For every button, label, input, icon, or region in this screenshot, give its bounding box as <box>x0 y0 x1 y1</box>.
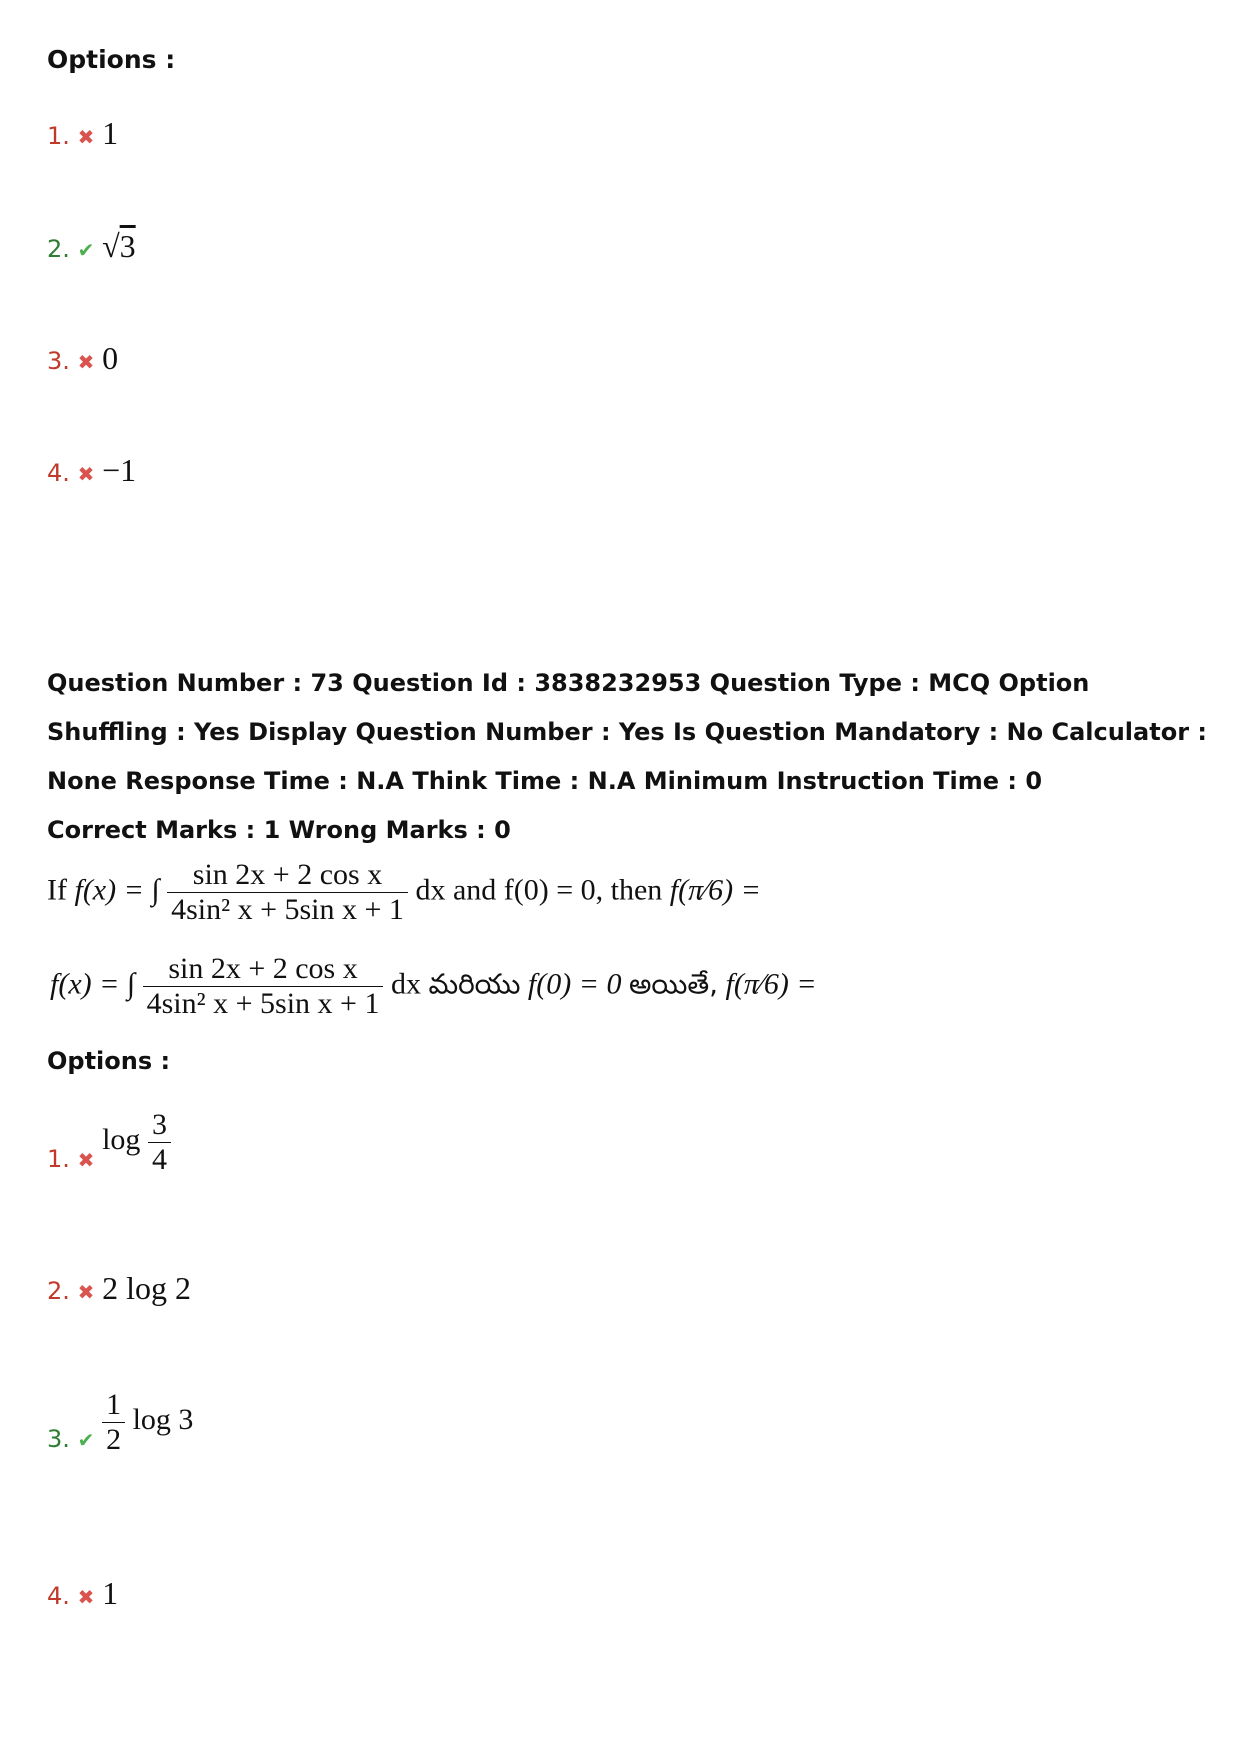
integrand-denominator-te: 4sin² x + 5sin x + 1 <box>146 987 380 1020</box>
question-prefix: If <box>47 873 67 907</box>
wrong-mark-icon: ✖ <box>77 1585 95 1609</box>
question-meta: Question Number : 73 Question Id : 3838232953 Question Type : MCQ Option Shuffling : Yes Display Question Number : Yes Is Question Mandatory : No Calculator : None Response Time : N.A Think Time : N.A Minimum Instruction Time : 0 <box>47 669 1207 795</box>
option-value: −1 <box>102 452 137 488</box>
log-text: log 3 <box>132 1403 194 1437</box>
integrand-denominator: 4sin² x + 5sin x + 1 <box>171 893 404 926</box>
option-value: 2 log 2 <box>102 1270 191 1306</box>
condition-te: f(0) = 0 <box>527 967 622 1001</box>
telugu-and: మరియు <box>428 967 521 1001</box>
options-heading: Options : <box>47 1047 171 1075</box>
radicand: 3 <box>119 228 136 264</box>
option-number: 3. <box>47 347 70 375</box>
marks-line: Correct Marks : 1 Wrong Marks : 0 <box>47 816 511 844</box>
option-4 <box>47 1575 118 1612</box>
option-fraction <box>148 1108 171 1177</box>
option-number: 3. <box>47 1425 70 1454</box>
option-1 <box>47 1108 171 1177</box>
dx-te: dx <box>390 967 421 1001</box>
option-number: 1. <box>47 1145 70 1174</box>
fraction-denominator: 2 <box>106 1423 122 1456</box>
fraction-denominator: 4 <box>151 1143 167 1176</box>
question-tail-te: f(π⁄6) = <box>725 967 817 1001</box>
option-number: 1. <box>47 122 70 150</box>
question-telugu <box>50 952 817 1021</box>
option-value <box>102 1388 194 1456</box>
correct-mark-icon: ✔ <box>77 1428 95 1453</box>
wrong-mark-icon: ✖ <box>77 125 95 149</box>
top-option-3 <box>47 340 118 377</box>
top-option-4 <box>47 452 136 489</box>
option-number: 2. <box>47 235 70 263</box>
top-option-1 <box>47 115 118 152</box>
question-english <box>47 858 761 927</box>
option-number: 4. <box>47 1582 70 1610</box>
correct-mark-icon: ✔ <box>77 238 95 262</box>
option-3 <box>47 1388 193 1457</box>
integrand-numerator: sin 2x + 2 cos x <box>167 858 408 893</box>
option-fraction <box>102 1388 125 1457</box>
option-value: 1 <box>102 115 119 151</box>
fraction-numerator: 1 <box>102 1388 125 1423</box>
question-tail: f(π⁄6) = <box>669 873 761 907</box>
question-mid: dx and f(0) = 0, then <box>415 873 663 907</box>
option-number: 4. <box>47 459 70 487</box>
wrong-mark-icon: ✖ <box>77 350 95 374</box>
wrong-mark-icon: ✖ <box>77 1148 95 1173</box>
integrand-numerator-te: sin 2x + 2 cos x <box>143 952 384 987</box>
integrand-fraction <box>167 858 408 927</box>
question-lhs: f(x) = ∫ <box>74 873 160 907</box>
log-text: log <box>102 1123 141 1157</box>
telugu-then: అయితే, <box>628 967 719 1001</box>
option-value: 1 <box>102 1575 119 1611</box>
option-2 <box>47 1270 191 1307</box>
option-value <box>102 1108 171 1176</box>
option-value <box>102 228 136 264</box>
integrand-fraction-te <box>143 952 384 1021</box>
option-number: 2. <box>47 1277 70 1305</box>
radical-sign: √ <box>102 228 120 264</box>
options-heading-top: Options : <box>47 45 176 74</box>
option-value: 0 <box>102 340 119 376</box>
top-option-2 <box>47 228 136 265</box>
question-lhs-te: f(x) = ∫ <box>50 967 136 1001</box>
fraction-numerator: 3 <box>148 1108 171 1143</box>
wrong-mark-icon: ✖ <box>77 462 95 486</box>
wrong-mark-icon: ✖ <box>77 1280 95 1304</box>
